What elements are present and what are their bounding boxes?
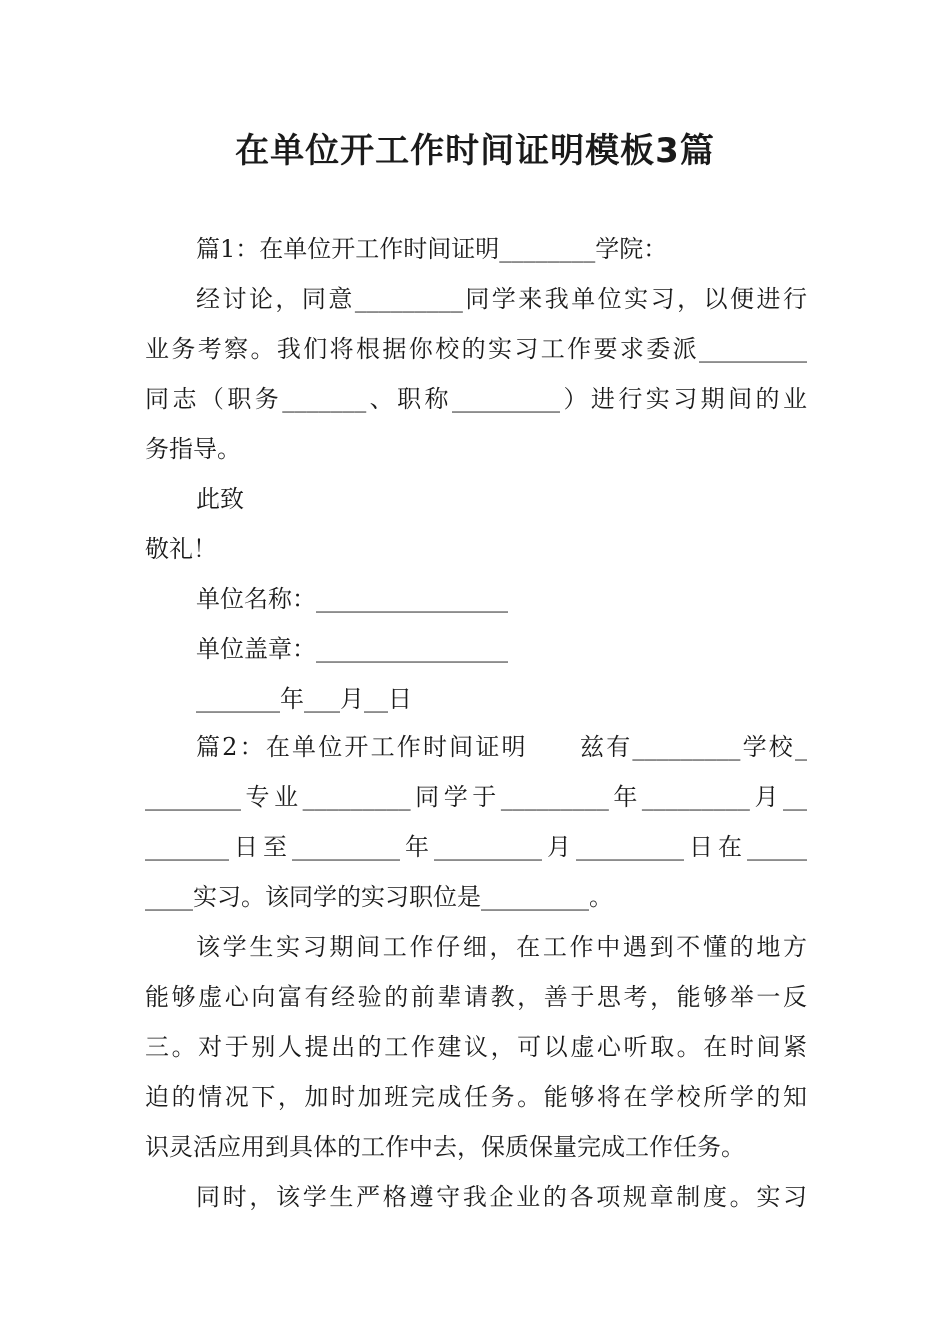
- paragraph-line: 识灵活应用到具体的工作中去，保质保量完成工作任务。: [145, 1133, 745, 1161]
- paragraph-line: 业务考察。我们将根据你校的实习工作要求委派_________: [145, 335, 807, 363]
- document-title: 在单位开工作时间证明模板3篇: [235, 131, 715, 171]
- paragraph-line: 迫的情况下，加时加班完成任务。能够将在学校所学的知: [145, 1083, 807, 1111]
- signature-field: 单位盖章：________________: [196, 635, 508, 663]
- paragraph-line: 经讨论，同意_________同学来我单位实习，以便进行: [196, 285, 807, 313]
- paragraph-line: 同时，该学生严格遵守我企业的各项规章制度。实习: [196, 1183, 807, 1211]
- paragraph-line: 篇2：在单位开工作时间证明 兹有_________学校_: [196, 733, 807, 761]
- paragraph-line: 能够虚心向富有经验的前辈请教，善于思考，能够举一反: [145, 983, 807, 1011]
- paragraph-line: 同志（职务_______、职称_________）进行实习期间的业: [145, 385, 807, 413]
- signature-field: 单位名称：________________: [196, 585, 508, 613]
- paragraph-line: 篇1：在单位开工作时间证明________学院：: [196, 235, 668, 263]
- paragraph-line: 三。对于别人提出的工作建议，可以虚心听取。在时间紧: [145, 1033, 807, 1061]
- paragraph-line: ____实习。该同学的实习职位是_________。: [145, 883, 613, 911]
- date-field: _______年___月__日: [196, 685, 412, 713]
- paragraph-line: _______日至_________年_________月_________日在_____: [145, 833, 807, 861]
- closing-line: 敬礼！: [145, 535, 217, 563]
- closing-line: 此致: [196, 485, 244, 513]
- paragraph-line: 务指导。: [145, 435, 241, 463]
- paragraph-line: 该学生实习期间工作仔细，在工作中遇到不懂的地方: [196, 933, 807, 961]
- paragraph-line: ________专业_________同学于_________年_________月__: [145, 783, 807, 811]
